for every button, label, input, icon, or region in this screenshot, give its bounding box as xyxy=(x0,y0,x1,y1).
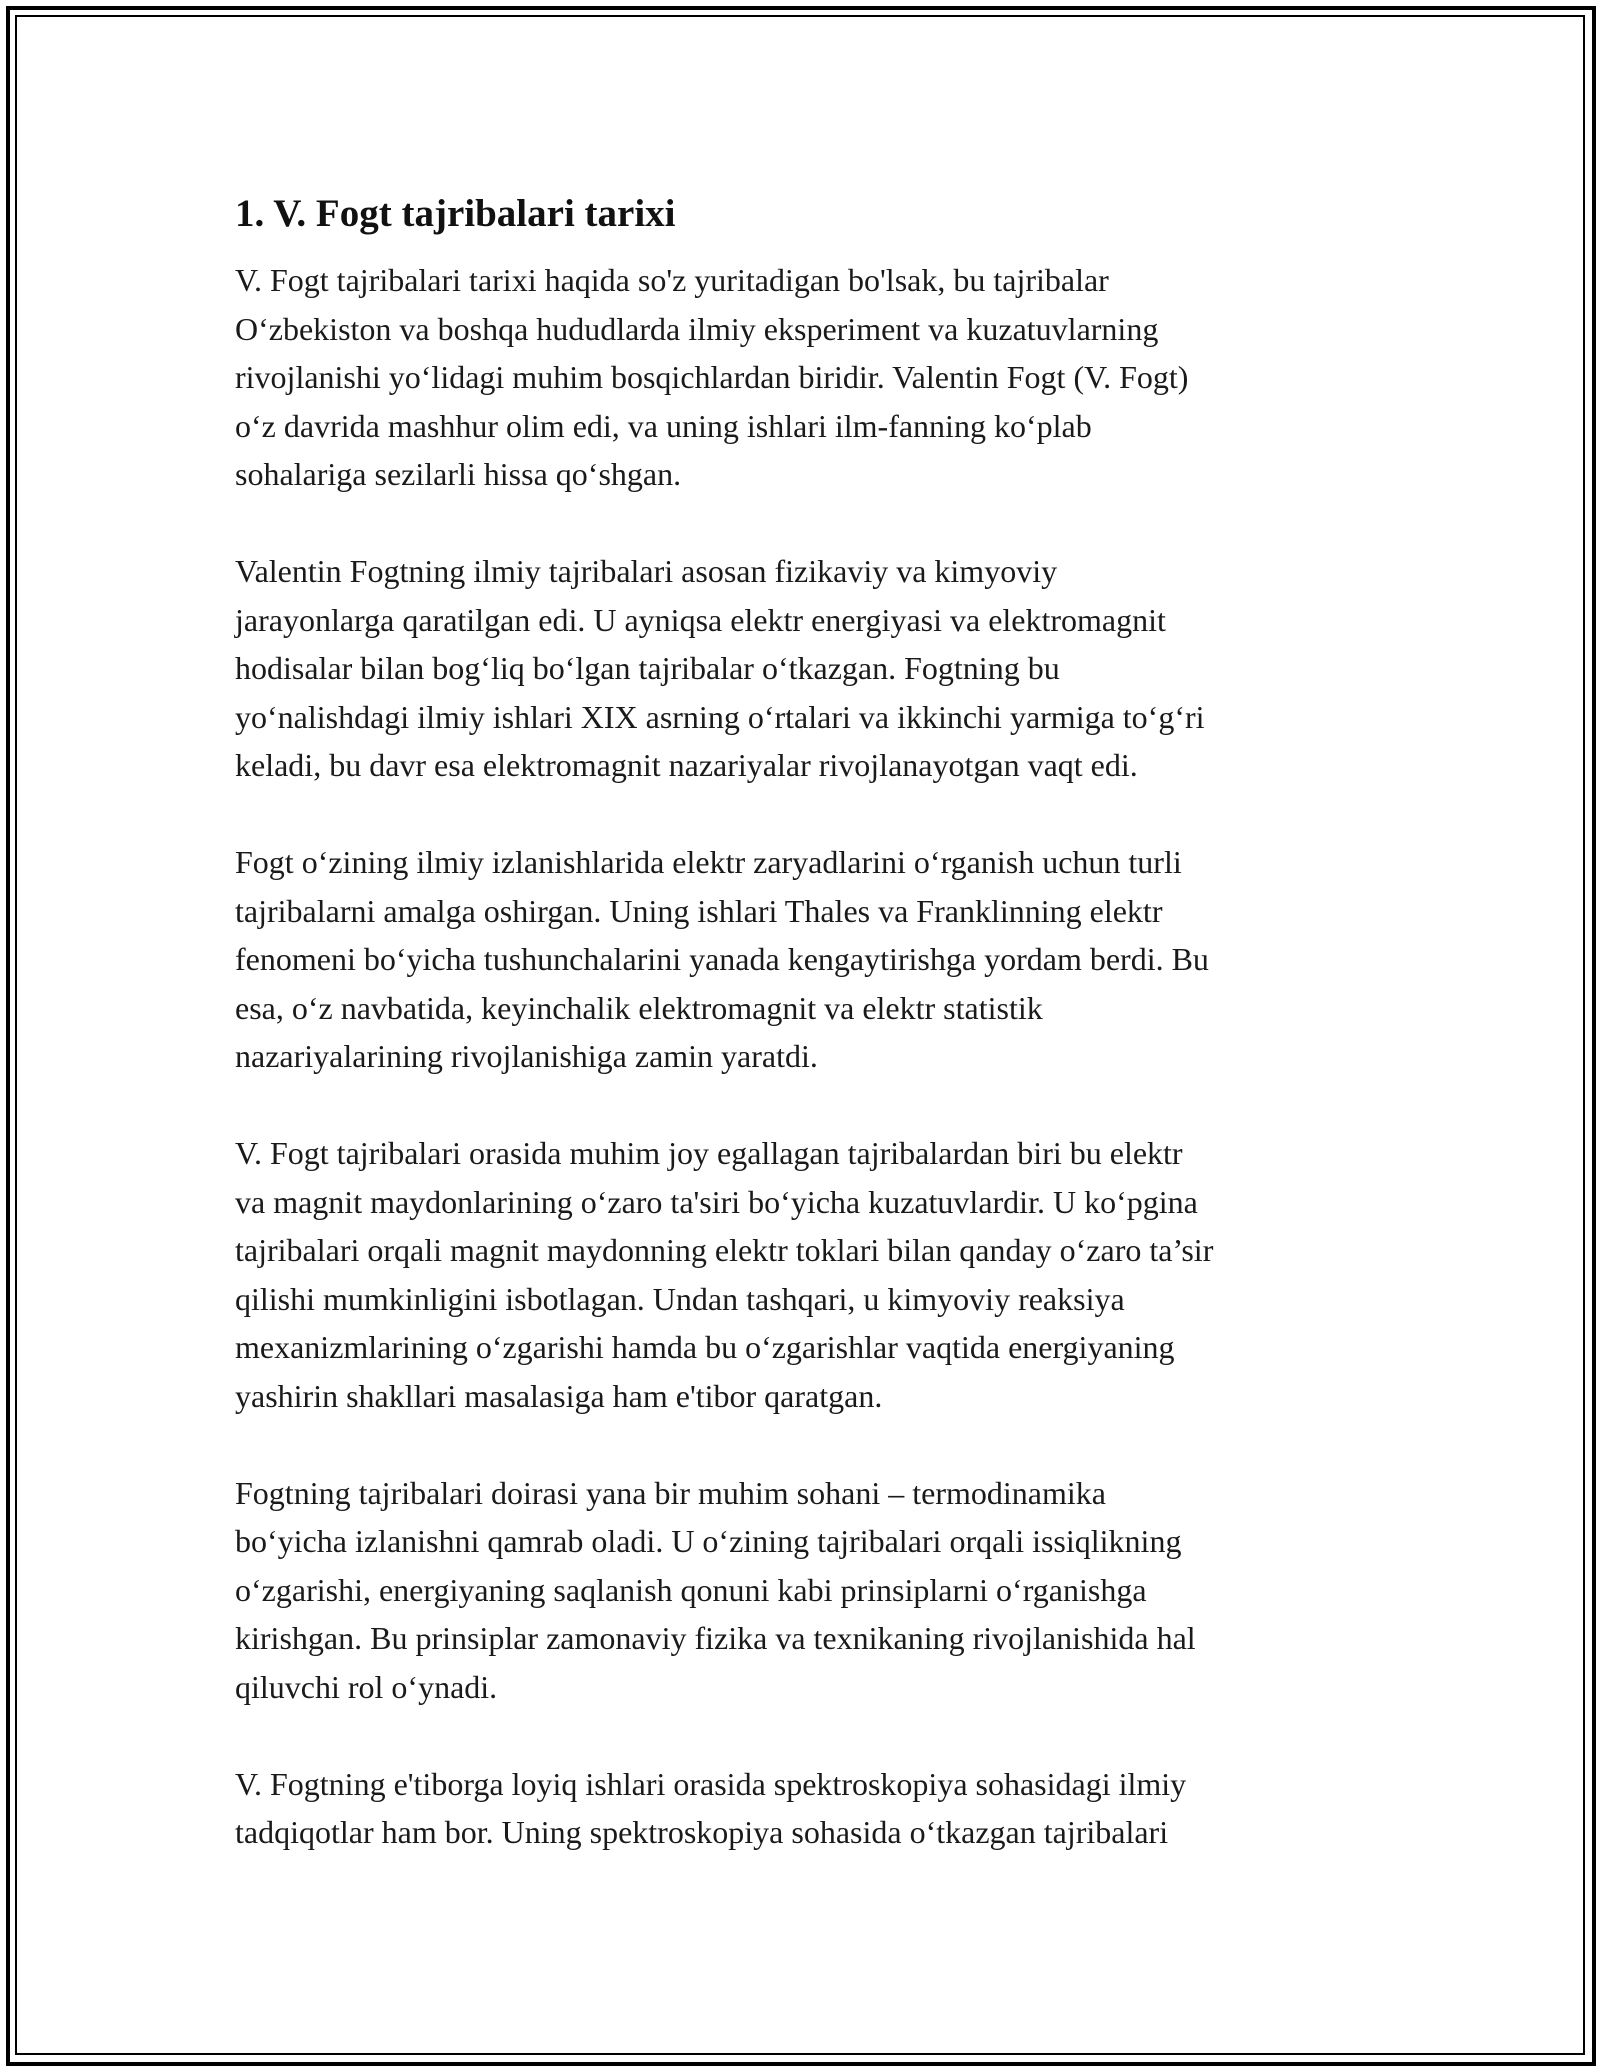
text-line: sohalariga sezilarli hissa qo‘shgan. xyxy=(235,456,682,492)
text-line: kirishgan. Bu prinsiplar zamonaviy fizika va texnikaning rivojlanishida hal xyxy=(235,1620,1196,1656)
text-line: o‘z davrida mashhur olim edi, va uning ishlari ilm-fanning ko‘plab xyxy=(235,407,1092,444)
text-line: rivojlanishi yo‘lidagi muhim bosqichlardan biridir. Valentin Fogt (V. Fogt) xyxy=(235,359,1189,395)
text-line: keladi, bu davr esa elektromagnit nazariyalar rivojlanayotgan vaqt edi. xyxy=(235,747,1138,783)
text-line: qiluvchi rol o‘ynadi. xyxy=(235,1668,498,1705)
text-line: o‘zgarishi, energiyaning saqlanish qonuni kabi prinsiplarni o‘rganishga xyxy=(235,1571,1147,1608)
text-line: O‘zbekiston va boshqa hududlarda ilmiy eksperiment va kuzatuvlarning xyxy=(235,310,1159,347)
text-line: Fogt o‘zining ilmiy izlanishlarida elektr zaryadlarini o‘rganish uchun turli xyxy=(235,844,1182,880)
text-line: tadqiqotlar ham bor. Uning spektroskopiya sohasida o‘tkazgan tajribalari xyxy=(235,1814,1169,1850)
text-line: V. Fogt tajribalari orasida muhim joy egallagan tajribalardan biri bu elektr xyxy=(235,1135,1183,1171)
text-line: Valentin Fogtning ilmiy tajribalari asosan fizikaviy va kimyoviy xyxy=(235,553,1058,589)
paragraph-4 xyxy=(235,1129,1365,1420)
text-line: V. Fogtning e'tiborga loyiq ishlari orasida spektroskopiya sohasidagi ilmiy xyxy=(235,1765,1187,1802)
text-line: yo‘nalishdagi ilmiy ishlari XIX asrning o‘rtalari va ikkinchi yarmiga to‘g‘ri xyxy=(235,698,1205,735)
text-line: yashirin shakllari masalasiga ham e'tibor qaratgan. xyxy=(235,1377,883,1414)
paragraph-3 xyxy=(235,838,1365,1081)
text-line: esa, o‘z navbatida, keyinchalik elektromagnit va elektr statistik xyxy=(235,989,1043,1026)
section-heading: 1. V. Fogt tajribalari tarixi xyxy=(235,192,676,235)
paragraph-6 xyxy=(235,1760,1365,1857)
text-line: nazariyalarining rivojlanishiga zamin yaratdi. xyxy=(235,1038,818,1074)
text-line: V. Fogt tajribalari tarixi haqida so'z yuritadigan bo'lsak, bu tajribalar xyxy=(235,262,1109,298)
paragraph-1 xyxy=(235,256,1365,499)
text-line: hodisalar bilan bog‘liq bo‘lgan tajribalar o‘tkazgan. Fogtning bu xyxy=(235,650,1060,686)
text-line: va magnit maydonlarining o‘zaro ta'siri bo‘yicha kuzatuvlardir. U ko‘pgina xyxy=(235,1183,1198,1220)
paragraph-2 xyxy=(235,547,1365,790)
text-line: fenomeni bo‘yicha tushunchalarini yanada kengaytirishga yordam berdi. Bu xyxy=(235,941,1209,977)
text-line: Fogtning tajribalari doirasi yana bir muhim sohani – termodinamika xyxy=(235,1474,1106,1511)
text-line: tajribalarni amalga oshirgan. Uning ishlari Thales va Franklinning elektr xyxy=(235,892,1163,929)
text-line: tajribalari orqali magnit maydonning elektr toklari bilan qanday o‘zaro ta’sir xyxy=(235,1232,1214,1268)
document-body xyxy=(235,186,1365,1905)
paragraph-5 xyxy=(235,1469,1365,1712)
text-line: jarayonlarga qaratilgan edi. U ayniqsa elektr energiyasi va elektromagnit xyxy=(235,601,1166,638)
text-line: qilishi mumkinligini isbotlagan. Undan tashqari, u kimyoviy reaksiya xyxy=(235,1280,1125,1317)
text-line: mexanizmlarining o‘zgarishi hamda bu o‘zgarishlar vaqtida energiyaning xyxy=(235,1329,1175,1365)
text-line: bo‘yicha izlanishni qamrab oladi. U o‘zining tajribalari orqali issiqlikning xyxy=(235,1523,1182,1559)
